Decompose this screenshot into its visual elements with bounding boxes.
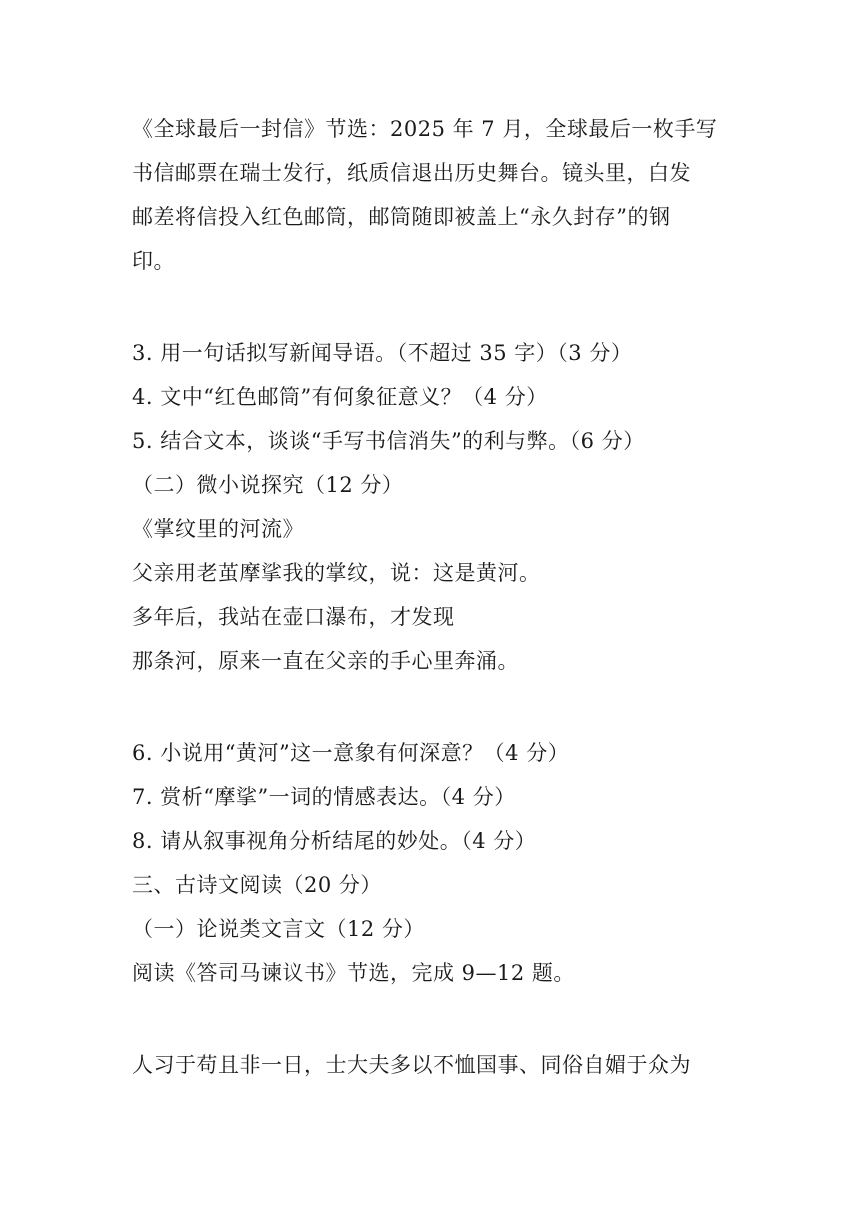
question-4: 4. 文中“红色邮筒”有何象征意义？（4 分） — [132, 385, 548, 409]
passage-line: 书信邮票在瑞士发行，纸质信退出历史舞台。镜头里，白发 — [132, 161, 691, 185]
question-6: 6. 小说用“黄河”这一意象有何深意？（4 分） — [132, 741, 570, 765]
story-line: 多年后，我站在壶口瀑布，才发现 — [132, 605, 455, 629]
reading-instruction: 阅读《答司马谏议书》节选，完成 9—12 题。 — [132, 961, 575, 985]
story-line: 父亲用老茧摩挲我的掌纹，说：这是黄河。 — [132, 561, 541, 585]
section-heading: （二）微小说探究（12 分） — [132, 473, 404, 497]
section-heading: （一）论说类文言文（12 分） — [132, 917, 425, 941]
question-7: 7. 赏析“摩挲”一词的情感表达。（4 分） — [132, 785, 516, 809]
story-line: 那条河，原来一直在父亲的手心里奔涌。 — [132, 649, 519, 673]
part-heading: 三、古诗文阅读（20 分） — [132, 873, 382, 897]
story-title: 《掌纹里的河流》 — [132, 517, 304, 541]
passage-line: 《全球最后一封信》节选：2025 年 7 月，全球最后一枚手写 — [132, 117, 718, 141]
passage-line: 印。 — [132, 249, 175, 273]
question-5: 5. 结合文本，谈谈“手写书信消失”的利与弊。（6 分） — [132, 429, 645, 453]
question-8: 8. 请从叙事视角分析结尾的妙处。（4 分） — [132, 829, 537, 853]
passage-line: 邮差将信投入红色邮筒，邮筒随即被盖上“永久封存”的钢 — [132, 205, 671, 229]
question-3: 3. 用一句话拟写新闻导语。（不超过 35 字）（3 分） — [132, 341, 633, 365]
classical-text-line: 人习于苟且非一日，士大夫多以不恤国事、同俗自媚于众为 — [132, 1053, 691, 1077]
